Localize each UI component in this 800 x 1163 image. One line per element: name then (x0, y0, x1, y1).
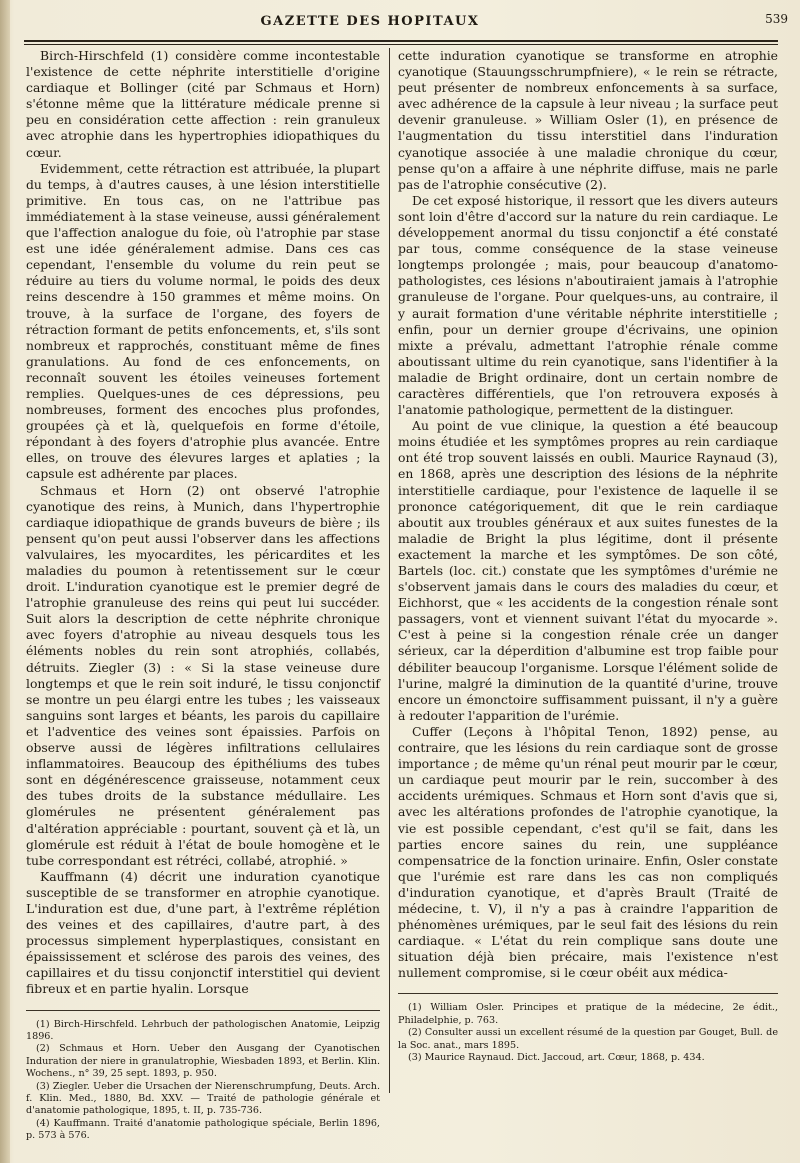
left-body-text (26, 48, 380, 998)
left-column (26, 48, 380, 1142)
paragraph: cette induration cyanotique se transforme en atrophie cyanotique (Stauungsschrumpfniere), « le rein se rétracte, peut présenter de nombreux enfoncements à sa surface, avec adhérence de la capsule à leur niveau ; la surface peut devenir granuleuse. » William Osler (1), en présence de l'augmentation du tissu interstitiel dans l'induration cyanotique associée à une maladie chronique du cœur, pense qu'on a affaire à une néphrite diffuse, mais ne parle pas de l'atrophie consécutive (2). (398, 48, 778, 192)
column-divider (389, 48, 390, 1093)
paragraph: Au point de vue clinique, la question a été beaucoup moins étudiée et les symptômes propres au rein cardiaque ont été trop souvent laissés en oubli. Maurice Raynaud (3), en 1868, après une description des lésions de la néphrite interstitielle cardiaque, pour l'existence de laquelle il se prononce catégoriquement, dit que le rein cardiaque aboutit aux troubles généraux et aux suites funestes de la maladie de Bright la plus légitime, dont il présente exactement la marche et les symptômes. De son côté, Bartels (loc. cit.) constate que les symptômes d'urémie ne s'observent jamais dans le cours des maladies du cœur, et Eichhorst, que « les accidents de la congestion rénale sont passagers, vont et viennent suivant l'état du myocarde ». C'est à peine si la congestion rénale crée un danger sérieux, car la déperdition d'albumine est trop faible pour débiliter beaucoup l'organisme. Lorsque l'élément solide de l'urine, malgré la diminution de la quantité d'urine, trouve encore un émonctoire suffisamment puissant, il n'y a guère à redouter l'apparition de l'urémie. (398, 418, 778, 723)
footnote: (3) Maurice Raynaud. Dict. Jaccoud, art. Cœur, 1868, p. 434. (408, 1052, 705, 1064)
left-footnotes (26, 1019, 380, 1143)
journal-title: GAZETTE DES HOPITAUX (260, 14, 480, 29)
paragraph: Schmaus et Horn (2) ont observé l'atrophie cyanotique des reins, à Munich, dans l'hypertrophie cardiaque idiopathique de grands buveurs de bière ; ils pensent qu'on peut aussi l'observer dans les affections valvulaires, les myocardites, les péricardites et les maladies du poumon à retentissement sur le cœur droit. L'induration cyanotique est le premier degré de l'atrophie granuleuse des reins qui peut lui succéder. Suit alors la description de cette néphrite chronique avec foyers d'atrophie au niveau desquels tous les éléments nobles du rein sont atrophiés, collabés, détruits. Ziegler (3) : « Si la stase veineuse dure longtemps et que le rein soit induré, le tissu conjonctif se montre un peu élargi entre les tubes ; les vaisseaux sanguins sont larges et béants, les parois du capillaire et l'adventice des veines sont épaissies. Parfois on observe aussi de légères infiltrations cellulaires inflammatoires. Beaucoup des épithéliums des tubes sont en dégénérescence graisseuse, notamment ceux des tubes droits de la substance médullaire. Les glomérules ne présentent généralement pas d'altération appréciable : pourtant, souvent çà et là, un glomérule est réduit à l'état de boule homogène et le tube correspondant est rétréci, collabé, atrophié. » (26, 482, 380, 868)
header-rule (24, 40, 778, 45)
footnote-separator (398, 993, 778, 994)
paragraph: Birch-Hirschfeld (1) considère comme incontestable l'existence de cette néphrite interstitielle d'origine cardiaque et Bollinger (cité par Schmaus et Horn) s'étonne même que la littérature médicale prenne si peu en considération cette affection : rein granuleux avec atrophie dans les hypertrophies idiopathiques du cœur. (26, 48, 380, 160)
paragraph: Kauffmann (4) décrit une induration cyanotique susceptible de se transformer en atrophie cyanotique. L'induration est due, d'une part, à l'extrême réplétion des veines et des capillaires, d'autre part, à des processus simplement hyperplastiques, consistant en épaississement et sclérose des parois des veines, des capillaires et du tissu conjonctif interstitiel qui devient fibreux et en partie hyalin. Lorsque (26, 868, 380, 997)
footnote: (2) Schmaus et Horn. Ueber den Ausgang der Cyanotischen Induration der niere in granulatrophie, Wiesbaden 1893, et Berlin. Klin. Wochens., n° 39, 25 sept. 1893, p. 950. (26, 1043, 380, 1080)
page-number: 539 (765, 12, 788, 26)
footnote: (2) Consulter aussi un excellent résumé de la question par Gouget, Bull. de la Soc. anat., mars 1895. (398, 1027, 778, 1051)
page-binding-edge (0, 0, 10, 1163)
right-column (398, 48, 778, 1128)
footnote: (4) Kauffmann. Traité d'anatomie pathologique spéciale, Berlin 1896, p. 573 à 576. (26, 1117, 380, 1142)
footnote: (3) Ziegler. Ueber die Ursachen der Nierenschrumpfung, Deuts. Arch. f. Klin. Med., 1880, Bd. XXV. — Traité de pathologie générale et d'anatomie pathologique, 1895, t. II, p. 735-736. (26, 1080, 380, 1117)
footnote: (1) Birch-Hirschfeld. Lehrbuch der pathologischen Anatomie, Leipzig 1896. (26, 1018, 380, 1042)
footnote-separator (26, 1010, 380, 1011)
paragraph: Evidemment, cette rétraction est attribuée, la plupart du temps, à d'autres causes, à une lésion interstitielle primitive. En tous cas, on ne l'attribue pas immédiatement à la stase veineuse, aussi généralement que l'affection analogue du foie, où l'atrophie par stase est une idée généralement admise. Dans ces cas cependant, l'ensemble du volume du rein peut se réduire au tiers du volume normal, le poids des deux reins descendre à 150 grammes et même moins. On trouve, à la surface de l'organe, des foyers de rétraction formant de petits enfoncements, et, s'ils sont nombreux et rapprochés, constituant même de fines granulations. Au fond de ces enfoncements, on reconnaît souvent les étoiles veineuses fortement remplies. Quelques-unes de ces dépressions, peu nombreuses, forment des encoches plus profondes, groupées çà et là, quelquefois en forme d'étoile, répondant à des foyers d'atrophie plus avancée. Entre elles, on trouve des élevures larges et aplaties ; la capsule est adhérente par places. (26, 160, 380, 482)
paragraph: Cuffer (Leçons à l'hôpital Tenon, 1892) pense, au contraire, que les lésions du rein cardiaque sont de grosse importance ; de même qu'un rénal peut mourir par le cœur, un cardiaque peut mourir par le rein, succomber à des accidents urémiques. Schmaus et Horn sont d'avis que si, avec les altérations profondes de l'atrophie cyanotique, la vie est possible cependant, c'est qu'il se fait, dans les parties encore saines du rein, une suppléance compensatrice de la fonction urinaire. Enfin, Osler constate que l'urémie est rare dans les cas non compliqués d'induration cyanotique, et d'après Brault (Traité de médecine, t. V), il n'y a pas à craindre l'apparition de phénomènes urémiques, par le seul fait des lésions du rein cardiaque. « L'état du rein complique sans doute une situation déjà bien précaire, mais l'existence n'est nullement compromise, si le cœur obéit aux médica- (398, 723, 778, 981)
running-header (20, 10, 788, 36)
right-body-text (398, 48, 778, 981)
footnote: (1) William Osler. Principes et pratique de la médecine, 2e édit., Philadelphie, p. 763. (398, 1002, 778, 1026)
paragraph: De cet exposé historique, il ressort que les divers auteurs sont loin d'être d'accord sur la nature du rein cardiaque. Le développement anormal du tissu conjonctif a été constaté par tous, comme conséquence de la stase veineuse longtemps prolongée ; mais, pour beaucoup d'anatomo-pathologistes, ces lésions n'aboutiraient jamais à l'atrophie granuleuse de l'organe. Pour quelques-uns, au contraire, il y aurait formation d'une véritable néphrite interstitielle ; enfin, pour un dernier groupe d'écrivains, une opinion mixte a prévalu, admettant l'atrophie rénale comme aboutissant ultime du rein cyanotique, sans l'identifier à la maladie de Bright ordinaire, dont un certain nombre de caractères différentiels, que l'on retrouvera exposés à l'anatomie pathologique, permettent de la distinguer. (398, 192, 778, 418)
right-footnotes (398, 1002, 778, 1064)
